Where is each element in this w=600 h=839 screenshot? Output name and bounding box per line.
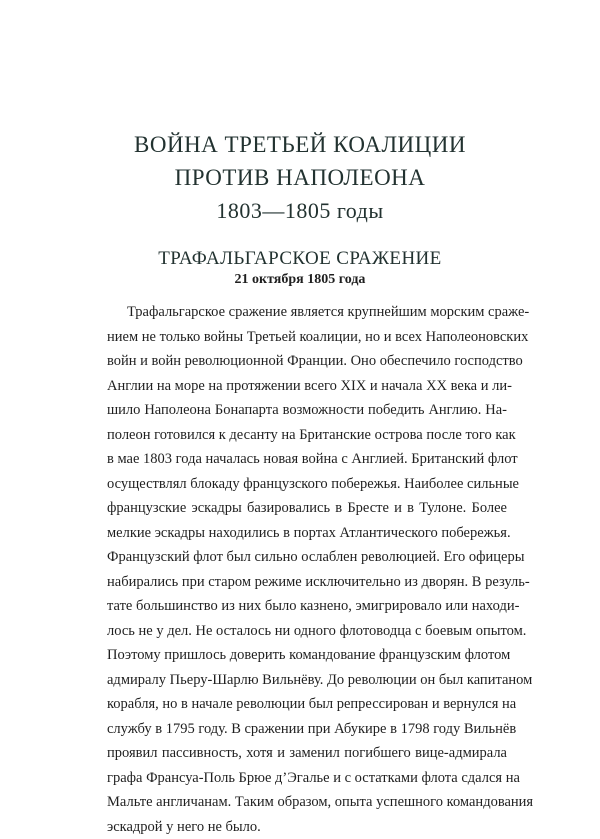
paragraph-line: проявил пассивность, хотя и заменил погибшего вице-адмирала [107, 741, 507, 766]
paragraph-line: Французский флот был сильно ослаблен революцией. Его офицеры [107, 545, 507, 570]
body-paragraph [107, 300, 507, 839]
section-date: 21 октября 1805 года [0, 271, 600, 289]
paragraph-line: Поэтому пришлось доверить командование французским флотом [107, 643, 507, 668]
paragraph-line: мелкие эскадры находились в портах Атлантического побережья. [107, 521, 507, 546]
paragraph-line: нием не только войны Третьей коалиции, но и всех Наполеоновских [107, 325, 507, 350]
chapter-title [0, 128, 600, 227]
paragraph-line: тате большинство из них было казнено, эмигрировало или находи- [107, 594, 507, 619]
paragraph-line: шило Наполеона Бонапарта возможности победить Англию. На- [107, 398, 507, 423]
paragraph-line: войн и войн революционной Франции. Оно обеспечило господство [107, 349, 507, 374]
chapter-title-line-1: ВОЙНА ТРЕТЬЕЙ КОАЛИЦИИ [0, 128, 600, 161]
section-title: ТРАФАЛЬГАРСКОЕ СРАЖЕНИЕ [0, 247, 600, 271]
paragraph-line: французские эскадры базировались в Бресте и в Тулоне. Более [107, 496, 507, 521]
paragraph-line: адмиралу Пьеру-Шарлю Вильнёву. До революции он был капитаном [107, 668, 507, 693]
paragraph-line: Англии на море на протяжении всего XIX и начала XX века и ли- [107, 374, 507, 399]
paragraph-line: набирались при старом режиме исключительно из дворян. В резуль- [107, 570, 507, 595]
paragraph-line: в мае 1803 года началась новая война с Англией. Британский флот [107, 447, 507, 472]
paragraph-line: корабля, но в начале революции был репрессирован и вернулся на [107, 692, 507, 717]
paragraph-line: осуществлял блокаду французского побережья. Наиболее сильные [107, 472, 507, 497]
chapter-years: 1803—1805 годы [0, 194, 600, 227]
paragraph-line: эскадрой у него не было. [107, 815, 507, 839]
chapter-title-line-2: ПРОТИВ НАПОЛЕОНА [0, 161, 600, 194]
paragraph-line: Мальте англичанам. Таким образом, опыта успешного командования [107, 790, 507, 815]
paragraph-line: полеон готовился к десанту на Британские острова после того как [107, 423, 507, 448]
paragraph-line: службу в 1795 году. В сражении при Абукире в 1798 году Вильнёв [107, 717, 507, 742]
paragraph-line: графа Франсуа-Поль Брюе д’Эгалье и с остатками флота сдался на [107, 766, 507, 791]
paragraph-line: лось не у дел. Не осталось ни одного флотоводца с боевым опытом. [107, 619, 507, 644]
paragraph-line: Трафальгарское сражение является крупнейшим морским сраже- [107, 300, 507, 325]
